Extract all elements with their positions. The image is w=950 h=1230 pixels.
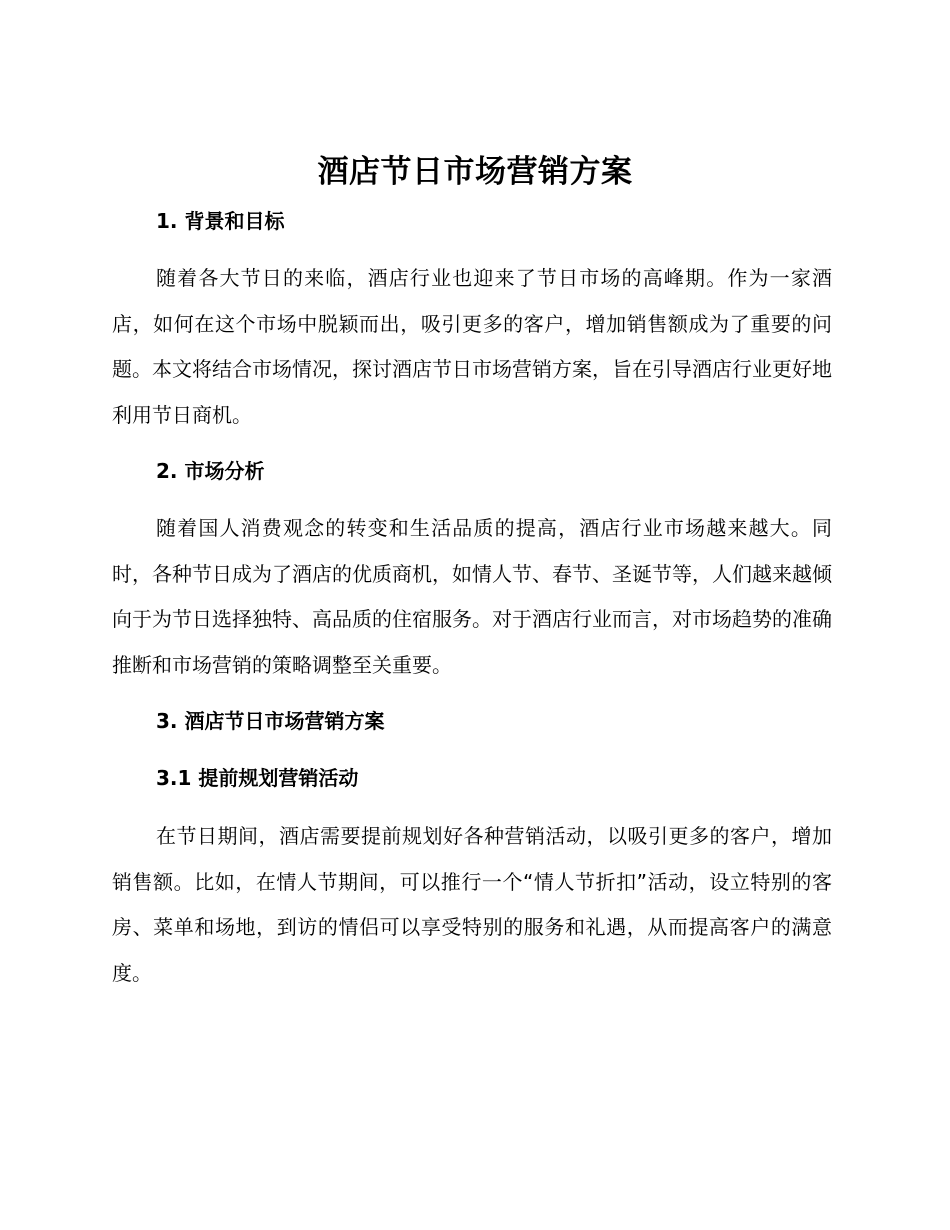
section-heading-background-goals: 1. 背景和目标 — [156, 209, 285, 233]
document-title: 酒店节日市场营销方案 — [317, 154, 633, 190]
section-paragraph-market-analysis: 随着国人消费观念的转变和生活品质的提高，酒店行业市场越来越大。同时，各种节日成为了酒店的优质商机，如情人节、春节、圣诞节等，人们越来越倾向于为节日选择独特、高品质的住宿服务。对于酒店行业而言，对市场趋势的准确推断和市场营销的策略调整至关重要。 — [112, 516, 832, 677]
section-heading-market-analysis: 2. 市场分析 — [156, 459, 265, 483]
section-heading-marketing-plan: 3. 酒店节日市场营销方案 — [156, 709, 385, 733]
subsection-paragraph-advance-planning: 在节日期间，酒店需要提前规划好各种营销活动，以吸引更多的客户，增加销售额。比如，在情人节期间，可以推行一个“情人节折扣”活动，设立特别的客房、菜单和场地，到访的情侣可以享受特别的服务和礼遇，从而提高客户的满意度。 — [112, 824, 832, 985]
section-paragraph-background-goals: 随着各大节日的来临，酒店行业也迎来了节日市场的高峰期。作为一家酒店，如何在这个市场中脱颖而出，吸引更多的客户，增加销售额成为了重要的问题。本文将结合市场情况，探讨酒店节日市场营销方案，旨在引导酒店行业更好地利用节日商机。 — [112, 266, 832, 427]
subsection-heading-advance-planning: 3.1 提前规划营销活动 — [156, 766, 359, 790]
